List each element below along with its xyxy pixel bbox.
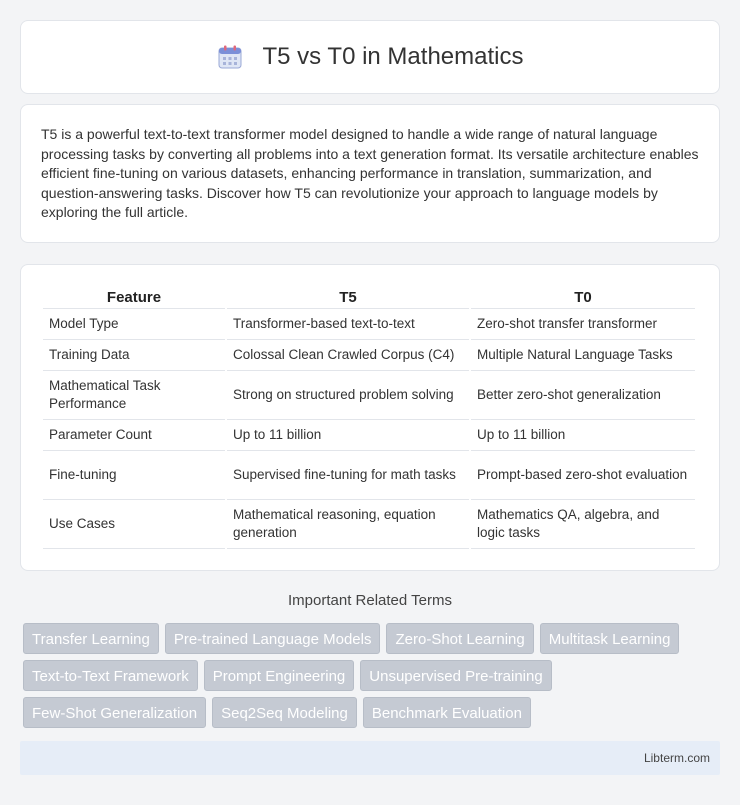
header-feature: Feature [43,285,225,309]
related-term-tag[interactable]: Zero-Shot Learning [386,623,533,654]
related-terms-title: Important Related Terms [288,592,452,609]
comparison-table-card [20,264,720,571]
t0-cell: Better zero-shot generalization [471,371,695,420]
header-t5: T5 [227,285,469,309]
t5-cell: Strong on structured problem solving [227,371,469,420]
table-row [43,309,695,340]
feature-cell: Mathematical Task Performance [43,371,225,420]
related-term-tag[interactable]: Few-Shot Generalization [23,697,206,728]
feature-cell: Training Data [43,340,225,371]
related-term-tag[interactable]: Unsupervised Pre-training [360,660,551,691]
feature-cell: Model Type [43,309,225,340]
comparison-table [41,285,697,549]
page-title: T5 vs T0 in Mathematics [262,43,524,70]
t5-cell: Transformer-based text-to-text [227,309,469,340]
t0-cell: Zero-shot transfer transformer [471,309,695,340]
header-t0: T0 [471,285,695,309]
calendar-icon [217,44,243,70]
related-term-tag[interactable]: Multitask Learning [540,623,680,654]
intro-text: T5 is a powerful text-to-text transformer model designed to handle a wide range of natural language processing tasks by converting all problems into a text generation format. Its versatile architecture enables efficient fine-tuning on various datasets, enhancing performance in translation, summarization, and question-answering tasks. Discover how T5 can revolutionize your approach to language models by exploring the full article. [41,126,699,220]
related-terms-list [23,623,723,734]
footer-brand-link[interactable]: Libterm.com [643,751,710,765]
intro-card [20,104,720,243]
t5-cell: Mathematical reasoning, equation generation [227,500,469,549]
t0-cell: Mathematics QA, algebra, and logic tasks [471,500,695,549]
title-card [20,20,720,94]
related-term-tag[interactable]: Transfer Learning [23,623,159,654]
table-header-row [43,285,695,309]
t0-cell: Up to 11 billion [471,420,695,451]
table-row [43,420,695,451]
table-row [43,451,695,500]
related-term-tag[interactable]: Seq2Seq Modeling [212,697,357,728]
feature-cell: Fine-tuning [43,451,225,500]
table-row [43,500,695,549]
t0-cell: Multiple Natural Language Tasks [471,340,695,371]
related-term-tag[interactable]: Prompt Engineering [204,660,355,691]
table-row [43,371,695,420]
related-term-tag[interactable]: Text-to-Text Framework [23,660,198,691]
feature-cell: Use Cases [43,500,225,549]
footer [20,741,720,775]
t5-cell: Up to 11 billion [227,420,469,451]
related-term-tag[interactable]: Pre-trained Language Models [165,623,381,654]
t5-cell: Supervised fine-tuning for math tasks [227,451,469,500]
t5-cell: Colossal Clean Crawled Corpus (C4) [227,340,469,371]
feature-cell: Parameter Count [43,420,225,451]
t0-cell: Prompt-based zero-shot evaluation [471,451,695,500]
related-term-tag[interactable]: Benchmark Evaluation [363,697,531,728]
table-row [43,340,695,371]
